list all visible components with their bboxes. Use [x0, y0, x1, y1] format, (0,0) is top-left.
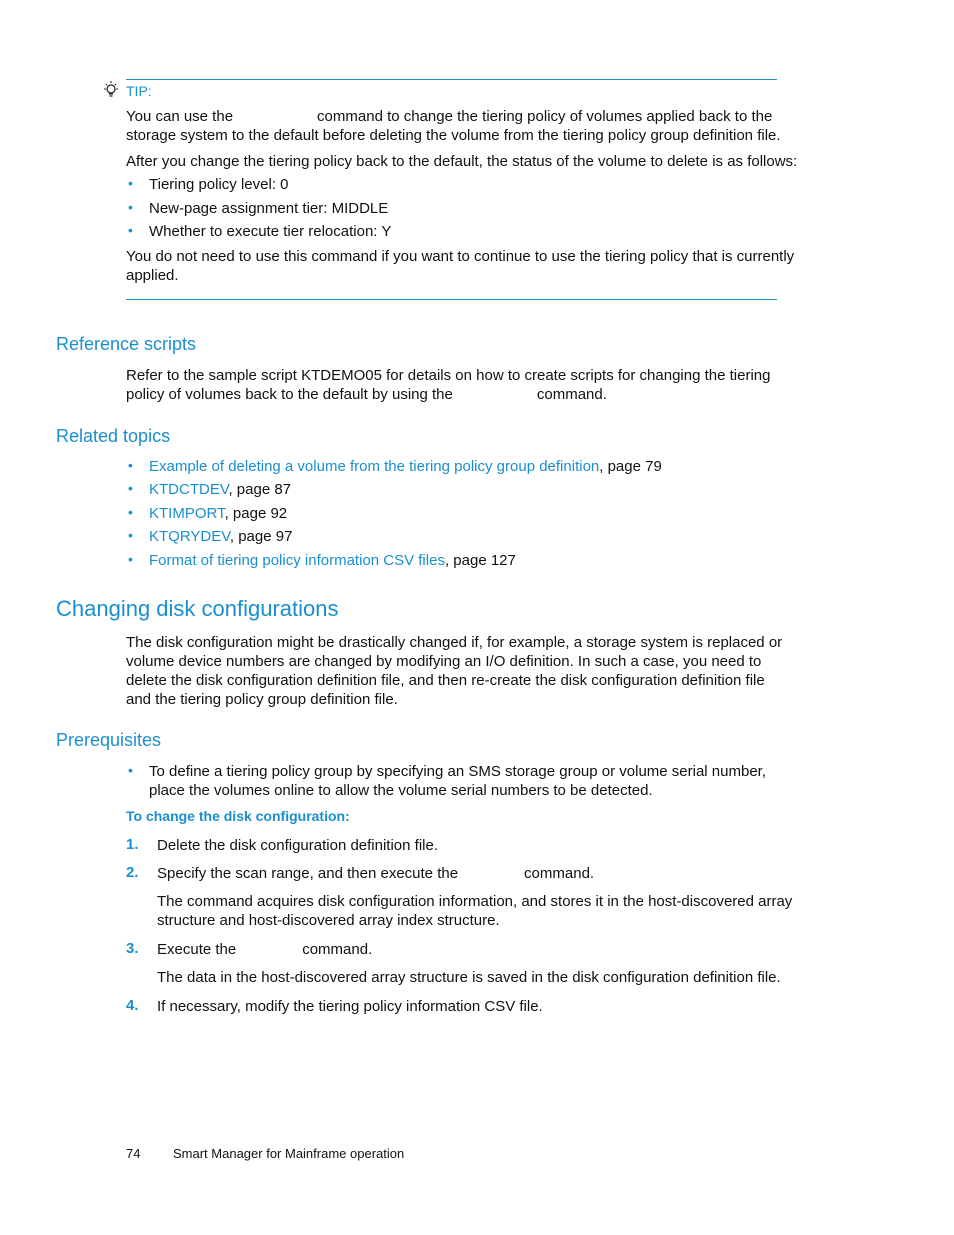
step-number: 2.: [126, 864, 139, 881]
related-item: [149, 527, 292, 546]
tip-p3-line2: applied.: [126, 267, 179, 284]
step-2-detail: [157, 892, 817, 930]
tip-p1-start: You can use the: [126, 108, 234, 125]
tip-p3-line1: You do not need to use this command if you want to continue to use the tiering policy that is currently: [126, 248, 795, 265]
reference-line-1: Refer to the sample script KTDEMO05 for details on how to create scripts for changing the tiering: [126, 367, 771, 384]
changing-line-2: volume device numbers are changed by modifying an I/O definition. In such a case, you need to: [126, 653, 762, 670]
step-3-text-a: Execute the: [157, 941, 237, 958]
lightbulb-icon: [101, 80, 121, 100]
related-page: , page 97: [229, 528, 293, 545]
step-2-detail-2: structure and host-discovered array index structure.: [157, 912, 500, 929]
tip-p1-line2: storage system to the default before deleting the volume from the tiering policy group definition file.: [126, 127, 781, 144]
step-2-detail-1: The command acquires disk configuration information, and stores it in the host-discovered array: [157, 893, 793, 910]
tip-p1-end: command to change the tiering policy of volumes applied back to the: [317, 108, 773, 125]
bullet-icon: •: [128, 551, 133, 567]
related-item: [149, 457, 662, 476]
related-page: , page 87: [228, 481, 292, 498]
changing-disk-body: [126, 633, 826, 709]
reference-line-2a: policy of volumes back to the default by using the: [126, 386, 453, 403]
tip-paragraph-3: [126, 247, 806, 285]
step-3-text: [157, 940, 372, 959]
bullet-icon: •: [128, 222, 133, 238]
prereq-line-2: place the volumes online to allow the volume serial numbers to be detected.: [149, 782, 653, 799]
prereq-line-1: To define a tiering policy group by specifying an SMS storage group or volume serial number,: [149, 763, 766, 780]
bullet-icon: •: [128, 480, 133, 496]
changing-disk-heading: Changing disk configurations: [56, 596, 339, 621]
reference-scripts-body: [126, 366, 806, 404]
tip-paragraph-1: [126, 107, 806, 145]
related-item: [149, 551, 516, 570]
tip-paragraph-2: After you change the tiering policy back to the default, the status of the volume to delete is as follows:: [126, 153, 798, 170]
reference-scripts-heading: Reference scripts: [56, 334, 197, 354]
related-page: , page 92: [224, 505, 288, 522]
step-2-text-a: Specify the scan range, and then execute the: [157, 865, 459, 882]
related-link-example-deleting[interactable]: Example of deleting a volume from the tiering policy group definition: [149, 458, 600, 475]
tip-top-rule: [126, 79, 777, 80]
related-item: [149, 504, 287, 523]
prereq-bullet: [149, 762, 829, 800]
bullet-icon: •: [128, 504, 133, 520]
related-link-csv-format[interactable]: Format of tiering policy information CSV files: [149, 552, 445, 569]
tip-bullet-2: New-page assignment tier: MIDDLE: [149, 200, 389, 217]
procedure-title: To change the disk configuration:: [126, 808, 350, 824]
tip-label: TIP:: [126, 83, 152, 99]
step-3-detail: The data in the host-discovered array structure is saved in the disk configuration definition file.: [157, 969, 781, 986]
changing-line-4: and the tiering policy group definition file.: [126, 691, 398, 708]
step-2-text: [157, 864, 594, 883]
related-link-ktqrydev[interactable]: KTQRYDEV: [149, 528, 230, 545]
changing-line-3: delete the disk configuration definition file, and then re-create the disk configuration definition file: [126, 672, 765, 689]
step-1-text: Delete the disk configuration definition file.: [157, 837, 439, 854]
reference-line-2b: command.: [536, 386, 607, 403]
bullet-icon: •: [128, 457, 133, 473]
footer-title: Smart Manager for Mainframe operation: [173, 1146, 405, 1161]
tip-bottom-rule: [126, 299, 777, 300]
tip-bullet-3: Whether to execute tier relocation: Y: [149, 223, 392, 240]
step-4-text: If necessary, modify the tiering policy information CSV file.: [157, 998, 543, 1015]
bullet-icon: •: [128, 762, 133, 778]
page-number: 74: [126, 1146, 141, 1161]
bullet-icon: •: [128, 199, 133, 215]
step-number: 1.: [126, 836, 139, 853]
step-3-text-b: command.: [302, 941, 373, 958]
changing-line-1: The disk configuration might be drastically changed if, for example, a storage system is replaced or: [126, 634, 783, 651]
bullet-icon: •: [128, 175, 133, 191]
tip-bullet-1: Tiering policy level: 0: [149, 176, 289, 193]
related-topics-heading: Related topics: [56, 426, 171, 446]
bullet-icon: •: [128, 527, 133, 543]
step-2-text-b: command.: [524, 865, 595, 882]
related-page: , page 127: [444, 552, 516, 569]
prerequisites-heading: Prerequisites: [56, 730, 162, 750]
related-link-ktimport[interactable]: KTIMPORT: [149, 505, 225, 522]
related-page: , page 79: [599, 458, 662, 475]
related-item: [149, 480, 291, 499]
step-number: 3.: [126, 940, 139, 957]
related-link-ktdctdev[interactable]: KTDCTDEV: [149, 481, 229, 498]
step-number: 4.: [126, 997, 139, 1014]
